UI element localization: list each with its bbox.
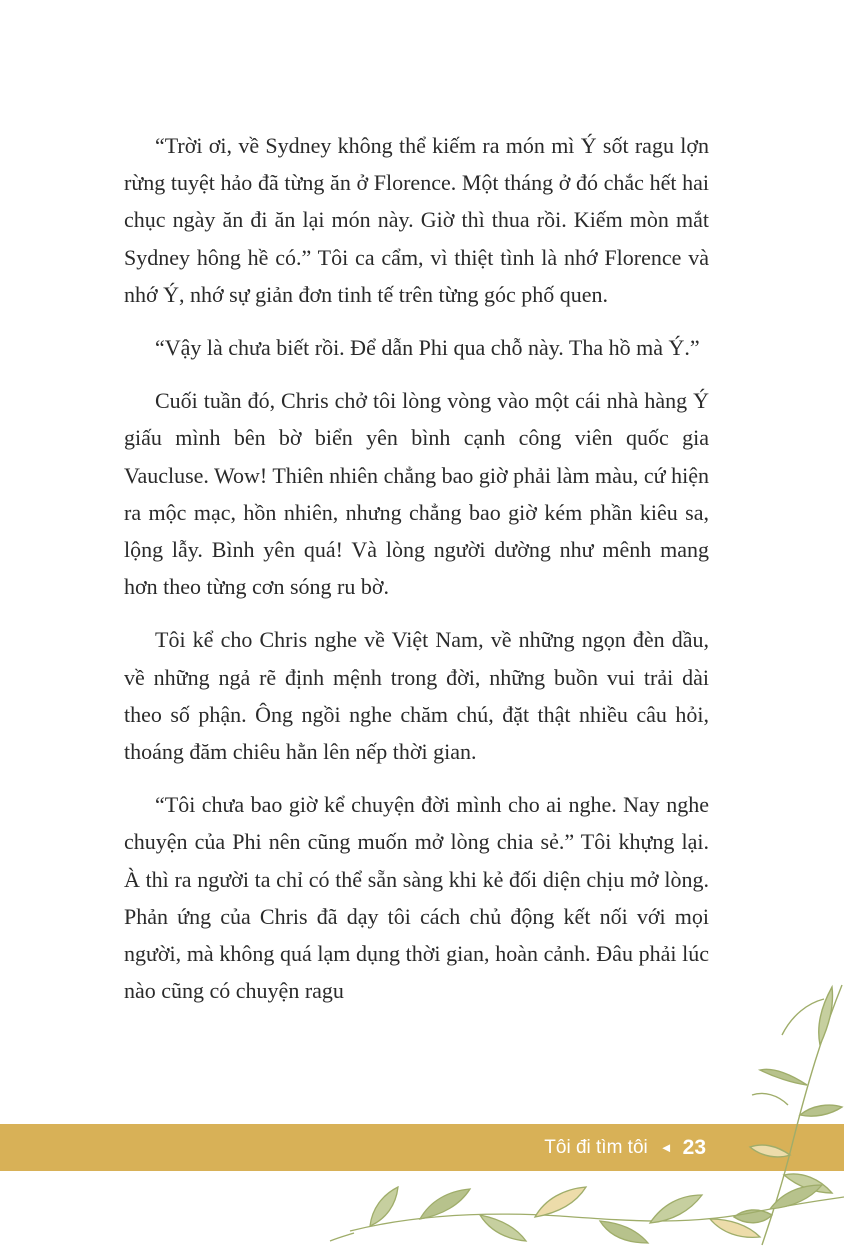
- body-text: [124, 127, 709, 1009]
- paragraph: “Trời ơi, về Sydney không thể kiếm ra món mì Ý sốt ragu lợn rừng tuyệt hảo đã từng ăn ở Florence. Một tháng ở đó chắc hết hai chục ngày ăn đi ăn lại món này. Giờ thì thua rồi. Kiếm mòn mắt Sydney hông hề có.” Tôi ca cẩm, vì thiệt tình là nhớ Florence và nhớ Ý, nhớ sự giản đơn tinh tế trên từng góc phố quen.: [124, 133, 709, 307]
- page-number: 23: [682, 1135, 706, 1159]
- leaf-branch-icon: [330, 1171, 844, 1246]
- paragraph: “Vậy là chưa biết rồi. Để dẫn Phi qua chỗ này. Tha hồ mà Ý.”: [155, 335, 700, 361]
- book-title: Tôi đi tìm tôi: [544, 1136, 648, 1158]
- paragraph: “Tôi chưa bao giờ kể chuyện đời mình cho ai nghe. Nay nghe chuyện của Phi nên cũng muốn mở lòng chia sẻ.” Tôi khựng lại. À thì ra người ta chỉ có thể sẵn sàng khi kẻ đối diện chịu mở lòng. Phản ứng của Chris đã dạy tôi cách chủ động kết nối với mọi người, mà không quá lạm dụng thời gian, hoàn cảnh. Đâu phải lúc nào cũng có chuyện ragu: [124, 792, 709, 1004]
- paragraph: Tôi kể cho Chris nghe về Việt Nam, về những ngọn đèn dầu, về những ngả rẽ định mệnh trong đời, những buồn vui trải dài theo số phận. Ông ngồi nghe chăm chú, đặt thật nhiều câu hỏi, thoáng đăm chiêu hằn lên nếp thời gian.: [124, 627, 709, 765]
- paragraph: Cuối tuần đó, Chris chở tôi lòng vòng vào một cái nhà hàng Ý giấu mình bên bờ biển yên bình cạnh công viên quốc gia Vaucluse. Wow! Thiên nhiên chẳng bao giờ phải làm màu, cứ hiện ra mộc mạc, hồn nhiên, nhưng chẳng bao giờ kém phần kiêu sa, lộng lẫy. Bình yên quá! Và lòng người dường như mênh mang hơn theo từng cơn sóng ru bờ.: [124, 388, 709, 600]
- running-footer: [544, 1124, 706, 1171]
- arrow-left-icon: ◄: [659, 1140, 673, 1155]
